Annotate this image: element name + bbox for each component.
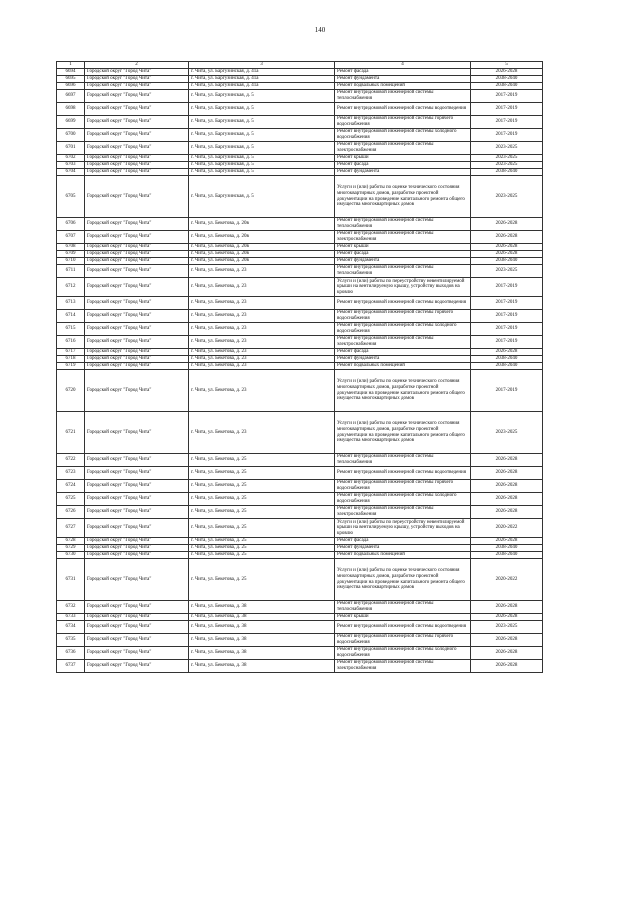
row-number-cell: 6725 <box>57 493 85 506</box>
municipality-cell: Городской округ "Город Чита" <box>85 621 189 634</box>
period-cell: 2026-2028 <box>471 614 543 621</box>
period-cell: 2038-2040 <box>471 356 543 363</box>
municipality-cell: Городской округ "Город Чита" <box>85 493 189 506</box>
work-type-cell: Ремонт фасада <box>335 162 471 169</box>
work-type-cell: Ремонт крыши <box>335 614 471 621</box>
period-cell: 2038-2040 <box>471 169 543 176</box>
work-type-cell: Ремонт фасада <box>335 69 471 76</box>
municipality-cell: Городской округ "Город Чита" <box>85 467 189 480</box>
row-number-cell: 6726 <box>57 506 85 519</box>
row-number-cell: 6697 <box>57 90 85 103</box>
period-cell: 2023-2025 <box>471 621 543 634</box>
municipality-cell: Городской округ "Город Чита" <box>85 90 189 103</box>
municipality-cell: Городской округ "Город Чита" <box>85 169 189 176</box>
municipality-cell: Городской округ "Город Чита" <box>85 323 189 336</box>
table-row <box>57 162 543 169</box>
row-number-cell: 6737 <box>57 660 85 673</box>
row-number-cell: 6708 <box>57 244 85 251</box>
address-cell: г. Чита, ул. Бекетова, д. 25 <box>189 552 335 559</box>
row-number-cell: 6723 <box>57 467 85 480</box>
municipality-cell: Городской округ "Город Чита" <box>85 297 189 310</box>
work-type-cell: Услуги и (или) работы по переустройству невентилируемой крыши на вентилируемую крышу, устройству выходов на кровлю <box>335 278 471 297</box>
work-type-cell: Ремонт фундамента <box>335 169 471 176</box>
work-type-cell: Ремонт внутридомовой инженерной системы горячего водоснабжения <box>335 310 471 323</box>
table-row <box>57 155 543 162</box>
work-type-cell: Услуги и (или) работы по оценке технического состояния многоквартирных домов, разработке проектной документации на проведение капитального ремонта общего имущества многоквартирных домов <box>335 176 471 218</box>
table-row <box>57 559 543 601</box>
table-row <box>57 493 543 506</box>
address-cell: г. Чита, ул. Бекетова, д. 23 <box>189 370 335 412</box>
work-type-cell: Ремонт подвальных помещений <box>335 552 471 559</box>
address-cell: г. Чита, ул. Бекетова, д. 20в <box>189 231 335 244</box>
period-cell: 2038-2040 <box>471 83 543 90</box>
row-number-cell: 6695 <box>57 76 85 83</box>
address-cell: г. Чита, ул. Баргузинская, д. 41а <box>189 83 335 90</box>
municipality-cell: Городской округ "Город Чита" <box>85 634 189 647</box>
work-type-cell: Ремонт фасада <box>335 251 471 258</box>
row-number-cell: 6718 <box>57 356 85 363</box>
municipality-cell: Городской округ "Город Чита" <box>85 116 189 129</box>
municipality-cell: Городской округ "Город Чита" <box>85 218 189 231</box>
period-cell: 2017-2019 <box>471 116 543 129</box>
table-row <box>57 467 543 480</box>
row-number-cell: 6698 <box>57 103 85 116</box>
municipality-cell: Городской округ "Город Чита" <box>85 545 189 552</box>
row-number-cell: 6716 <box>57 336 85 349</box>
row-number-cell: 6704 <box>57 169 85 176</box>
work-type-cell: Ремонт крыши <box>335 155 471 162</box>
work-type-cell: Ремонт внутридомовой инженерной системы теплоснабжения <box>335 265 471 278</box>
address-cell: г. Чита, ул. Бекетова, д. 20в <box>189 244 335 251</box>
work-type-cell: Услуги и (или) работы по оценке технического состояния многоквартирных домов, разработке проектной документации на проведение капитального ремонта общего имущества многоквартирных домов <box>335 370 471 412</box>
period-cell: 2017-2019 <box>471 278 543 297</box>
period-cell: 2023-2025 <box>471 412 543 454</box>
period-cell: 2038-2040 <box>471 363 543 370</box>
work-type-cell: Ремонт фундамента <box>335 545 471 552</box>
municipality-cell: Городской округ "Город Чита" <box>85 76 189 83</box>
period-cell: 2026-2028 <box>471 231 543 244</box>
table-row <box>57 480 543 493</box>
work-type-cell: Ремонт внутридомовой инженерной системы холодного водоснабжения <box>335 129 471 142</box>
row-number-cell: 6721 <box>57 412 85 454</box>
work-type-cell: Ремонт внутридомовой инженерной системы электроснабжения <box>335 142 471 155</box>
address-cell: г. Чита, ул. Бекетова, д. 25 <box>189 545 335 552</box>
row-number-cell: 6717 <box>57 349 85 356</box>
table-row <box>57 90 543 103</box>
work-type-cell: Услуги и (или) работы по оценке технического состояния многоквартирных домов, разработке проектной документации на проведение капитального ремонта общего имущества многоквартирных домов <box>335 412 471 454</box>
municipality-cell: Городской округ "Город Чита" <box>85 506 189 519</box>
row-number-cell: 6722 <box>57 454 85 467</box>
row-number-cell: 6729 <box>57 545 85 552</box>
table-row <box>57 258 543 265</box>
period-cell: 2023-2025 <box>471 162 543 169</box>
row-number-cell: 6719 <box>57 363 85 370</box>
municipality-cell: Городской округ "Город Чита" <box>85 244 189 251</box>
period-cell: 2038-2040 <box>471 258 543 265</box>
work-type-cell: Ремонт внутридомовой инженерной системы водоотведения <box>335 467 471 480</box>
work-type-cell: Ремонт внутридомовой инженерной системы электроснабжения <box>335 336 471 349</box>
municipality-cell: Городской округ "Город Чита" <box>85 251 189 258</box>
address-cell: г. Чита, ул. Бекетова, д. 25 <box>189 506 335 519</box>
row-number-cell: 6703 <box>57 162 85 169</box>
row-number-cell: 6734 <box>57 621 85 634</box>
address-cell: г. Чита, ул. Бекетова, д. 20в <box>189 218 335 231</box>
address-cell: г. Чита, ул. Бекетова, д. 25 <box>189 480 335 493</box>
row-number-cell: 6710 <box>57 258 85 265</box>
table-row <box>57 297 543 310</box>
municipality-cell: Городской округ "Город Чита" <box>85 538 189 545</box>
period-cell: 2026-2028 <box>471 538 543 545</box>
municipality-cell: Городской округ "Город Чита" <box>85 155 189 162</box>
period-cell: 2026-2028 <box>471 647 543 660</box>
table-row <box>57 244 543 251</box>
page-number: 140 <box>314 26 326 34</box>
municipality-cell: Городской округ "Город Чита" <box>85 162 189 169</box>
table-row <box>57 231 543 244</box>
work-type-cell: Ремонт внутридомовой инженерной системы горячего водоснабжения <box>335 116 471 129</box>
period-cell: 2023-2025 <box>471 155 543 162</box>
row-number-cell: 6705 <box>57 176 85 218</box>
table-row <box>57 176 543 218</box>
period-cell: 2020-2022 <box>471 559 543 601</box>
municipality-cell: Городской округ "Город Чита" <box>85 103 189 116</box>
address-cell: г. Чита, ул. Баргузинская, д. 5 <box>189 155 335 162</box>
address-cell: г. Чита, ул. Баргузинская, д. 41а <box>189 76 335 83</box>
period-cell: 2020-2022 <box>471 519 543 538</box>
row-number-cell: 6712 <box>57 278 85 297</box>
municipality-cell: Городской округ "Город Чита" <box>85 363 189 370</box>
register-table <box>56 61 543 673</box>
address-cell: г. Чита, ул. Баргузинская, д. 41а <box>189 69 335 76</box>
row-number-cell: 6694 <box>57 69 85 76</box>
address-cell: г. Чита, ул. Бекетова, д. 38 <box>189 621 335 634</box>
address-cell: г. Чита, ул. Баргузинская, д. 5 <box>189 176 335 218</box>
address-cell: г. Чита, ул. Баргузинская, д. 5 <box>189 116 335 129</box>
period-cell: 2023-2025 <box>471 265 543 278</box>
table-row <box>57 356 543 363</box>
table-row <box>57 370 543 412</box>
column-header: 2 <box>85 62 189 69</box>
work-type-cell: Ремонт внутридомовой инженерной системы горячего водоснабжения <box>335 634 471 647</box>
table-row <box>57 265 543 278</box>
address-cell: г. Чита, ул. Бекетова, д. 23 <box>189 336 335 349</box>
work-type-cell: Услуги и (или) работы по переустройству невентилируемой крыши на вентилируемую крышу, устройству выходов на кровлю <box>335 519 471 538</box>
address-cell: г. Чита, ул. Бекетова, д. 25 <box>189 559 335 601</box>
address-cell: г. Чита, ул. Бекетова, д. 38 <box>189 660 335 673</box>
row-number-cell: 6714 <box>57 310 85 323</box>
municipality-cell: Городской округ "Город Чита" <box>85 356 189 363</box>
period-cell: 2023-2025 <box>471 176 543 218</box>
period-cell: 2026-2028 <box>471 493 543 506</box>
address-cell: г. Чита, ул. Бекетова, д. 38 <box>189 634 335 647</box>
address-cell: г. Чита, ул. Бекетова, д. 38 <box>189 614 335 621</box>
work-type-cell: Ремонт внутридомовой инженерной системы водоотведения <box>335 621 471 634</box>
row-number-cell: 6731 <box>57 559 85 601</box>
table-row <box>57 116 543 129</box>
period-cell: 2026-2028 <box>471 69 543 76</box>
table-row <box>57 621 543 634</box>
table-row <box>57 336 543 349</box>
municipality-cell: Городской округ "Город Чита" <box>85 647 189 660</box>
work-type-cell: Ремонт внутридомовой инженерной системы холодного водоснабжения <box>335 493 471 506</box>
row-number-cell: 6730 <box>57 552 85 559</box>
municipality-cell: Городской округ "Город Чита" <box>85 310 189 323</box>
table-row <box>57 412 543 454</box>
address-cell: г. Чита, ул. Бекетова, д. 23 <box>189 323 335 336</box>
column-header: 5 <box>471 62 543 69</box>
period-cell: 2017-2019 <box>471 90 543 103</box>
address-cell: г. Чита, ул. Баргузинская, д. 5 <box>189 129 335 142</box>
work-type-cell: Ремонт фасада <box>335 349 471 356</box>
municipality-cell: Городской округ "Город Чита" <box>85 349 189 356</box>
municipality-cell: Городской округ "Город Чита" <box>85 129 189 142</box>
work-type-cell: Ремонт внутридомовой инженерной системы теплоснабжения <box>335 218 471 231</box>
work-type-cell: Ремонт внутридомовой инженерной системы теплоснабжения <box>335 454 471 467</box>
period-cell: 2023-2025 <box>471 142 543 155</box>
row-number-cell: 6713 <box>57 297 85 310</box>
address-cell: г. Чита, ул. Бекетова, д. 23 <box>189 356 335 363</box>
address-cell: г. Чита, ул. Бекетова, д. 23 <box>189 363 335 370</box>
period-cell: 2017-2019 <box>471 323 543 336</box>
work-type-cell: Ремонт фундамента <box>335 258 471 265</box>
table-row <box>57 545 543 552</box>
period-cell: 2026-2028 <box>471 601 543 614</box>
municipality-cell: Городской округ "Город Чита" <box>85 480 189 493</box>
table-row <box>57 363 543 370</box>
address-cell: г. Чита, ул. Баргузинская, д. 5 <box>189 142 335 155</box>
address-cell: г. Чита, ул. Бекетова, д. 25 <box>189 454 335 467</box>
work-type-cell: Ремонт подвальных помещений <box>335 363 471 370</box>
table-row <box>57 310 543 323</box>
address-cell: г. Чита, ул. Бекетова, д. 20в <box>189 258 335 265</box>
period-cell: 2026-2028 <box>471 218 543 231</box>
row-number-cell: 6728 <box>57 538 85 545</box>
row-number-cell: 6727 <box>57 519 85 538</box>
address-cell: г. Чита, ул. Бекетова, д. 38 <box>189 647 335 660</box>
municipality-cell: Городской округ "Город Чита" <box>85 454 189 467</box>
period-cell: 2026-2028 <box>471 506 543 519</box>
work-type-cell: Ремонт внутридомовой инженерной системы электроснабжения <box>335 231 471 244</box>
address-cell: г. Чита, ул. Бекетова, д. 23 <box>189 412 335 454</box>
row-number-cell: 6732 <box>57 601 85 614</box>
row-number-cell: 6701 <box>57 142 85 155</box>
address-cell: г. Чита, ул. Бекетова, д. 20в <box>189 251 335 258</box>
table-row <box>57 169 543 176</box>
municipality-cell: Городской округ "Город Чита" <box>85 278 189 297</box>
row-number-cell: 6702 <box>57 155 85 162</box>
municipality-cell: Городской округ "Город Чита" <box>85 614 189 621</box>
municipality-cell: Городской округ "Город Чита" <box>85 660 189 673</box>
work-type-cell: Ремонт внутридомовой инженерной системы водоотведения <box>335 297 471 310</box>
work-type-cell: Ремонт внутридомовой инженерной системы электроснабжения <box>335 506 471 519</box>
table-row <box>57 349 543 356</box>
address-cell: г. Чита, ул. Баргузинская, д. 5 <box>189 90 335 103</box>
work-type-cell: Ремонт внутридомовой инженерной системы горячего водоснабжения <box>335 480 471 493</box>
address-cell: г. Чита, ул. Баргузинская, д. 5 <box>189 169 335 176</box>
row-number-cell: 6724 <box>57 480 85 493</box>
table-header-row <box>57 62 543 69</box>
period-cell: 2026-2028 <box>471 634 543 647</box>
table-row <box>57 519 543 538</box>
column-header: 3 <box>189 62 335 69</box>
row-number-cell: 6735 <box>57 634 85 647</box>
table-row <box>57 129 543 142</box>
table-row <box>57 218 543 231</box>
municipality-cell: Городской округ "Город Чита" <box>85 265 189 278</box>
table-row <box>57 83 543 90</box>
municipality-cell: Городской округ "Город Чита" <box>85 412 189 454</box>
table-row <box>57 506 543 519</box>
table-row <box>57 538 543 545</box>
period-cell: 2026-2028 <box>471 467 543 480</box>
table-row <box>57 142 543 155</box>
work-type-cell: Ремонт фундамента <box>335 356 471 363</box>
row-number-cell: 6733 <box>57 614 85 621</box>
municipality-cell: Городской округ "Город Чита" <box>85 231 189 244</box>
address-cell: г. Чита, ул. Бекетова, д. 25 <box>189 538 335 545</box>
work-type-cell: Ремонт внутридомовой инженерной системы электроснабжения <box>335 660 471 673</box>
table-row <box>57 103 543 116</box>
work-type-cell: Ремонт внутридомовой инженерной системы водоотведения <box>335 103 471 116</box>
work-type-cell: Ремонт фундамента <box>335 76 471 83</box>
address-cell: г. Чита, ул. Бекетова, д. 38 <box>189 601 335 614</box>
municipality-cell: Городской округ "Город Чита" <box>85 258 189 265</box>
table-row <box>57 614 543 621</box>
row-number-cell: 6696 <box>57 83 85 90</box>
row-number-cell: 6711 <box>57 265 85 278</box>
address-cell: г. Чита, ул. Бекетова, д. 23 <box>189 297 335 310</box>
row-number-cell: 6700 <box>57 129 85 142</box>
period-cell: 2026-2028 <box>471 480 543 493</box>
period-cell: 2017-2019 <box>471 129 543 142</box>
municipality-cell: Городской округ "Город Чита" <box>85 176 189 218</box>
period-cell: 2017-2019 <box>471 370 543 412</box>
period-cell: 2038-2040 <box>471 76 543 83</box>
period-cell: 2026-2028 <box>471 454 543 467</box>
address-cell: г. Чита, ул. Баргузинская, д. 5 <box>189 162 335 169</box>
period-cell: 2038-2040 <box>471 545 543 552</box>
table-row <box>57 647 543 660</box>
address-cell: г. Чита, ул. Бекетова, д. 23 <box>189 310 335 323</box>
municipality-cell: Городской округ "Город Чита" <box>85 601 189 614</box>
table-row <box>57 278 543 297</box>
municipality-cell: Городской округ "Город Чита" <box>85 83 189 90</box>
table-row <box>57 251 543 258</box>
work-type-cell: Услуги и (или) работы по оценке технического состояния многоквартирных домов, разработке проектной документации на проведение капитального ремонта общего имущества многоквартирных домов <box>335 559 471 601</box>
row-number-cell: 6706 <box>57 218 85 231</box>
period-cell: 2017-2019 <box>471 297 543 310</box>
row-number-cell: 6736 <box>57 647 85 660</box>
column-header: 1 <box>57 62 85 69</box>
period-cell: 2038-2040 <box>471 552 543 559</box>
table-row <box>57 552 543 559</box>
row-number-cell: 6707 <box>57 231 85 244</box>
work-type-cell: Ремонт подвальных помещений <box>335 83 471 90</box>
municipality-cell: Городской округ "Город Чита" <box>85 370 189 412</box>
address-cell: г. Чита, ул. Бекетова, д. 25 <box>189 467 335 480</box>
work-type-cell: Ремонт фасада <box>335 538 471 545</box>
work-type-cell: Ремонт внутридомовой инженерной системы холодного водоснабжения <box>335 647 471 660</box>
municipality-cell: Городской округ "Город Чита" <box>85 336 189 349</box>
period-cell: 2017-2019 <box>471 310 543 323</box>
table-row <box>57 660 543 673</box>
municipality-cell: Городской округ "Город Чита" <box>85 69 189 76</box>
work-type-cell: Ремонт внутридомовой инженерной системы теплоснабжения <box>335 90 471 103</box>
period-cell: 2026-2028 <box>471 660 543 673</box>
table-row <box>57 601 543 614</box>
period-cell: 2026-2028 <box>471 349 543 356</box>
period-cell: 2026-2028 <box>471 244 543 251</box>
work-type-cell: Ремонт внутридомовой инженерной системы холодного водоснабжения <box>335 323 471 336</box>
row-number-cell: 6709 <box>57 251 85 258</box>
row-number-cell: 6720 <box>57 370 85 412</box>
municipality-cell: Городской округ "Город Чита" <box>85 559 189 601</box>
municipality-cell: Городской округ "Город Чита" <box>85 142 189 155</box>
period-cell: 2026-2028 <box>471 251 543 258</box>
period-cell: 2017-2019 <box>471 336 543 349</box>
table-row <box>57 634 543 647</box>
row-number-cell: 6699 <box>57 116 85 129</box>
address-cell: г. Чита, ул. Бекетова, д. 23 <box>189 349 335 356</box>
address-cell: г. Чита, ул. Баргузинская, д. 5 <box>189 103 335 116</box>
column-header: 4 <box>335 62 471 69</box>
address-cell: г. Чита, ул. Бекетова, д. 23 <box>189 278 335 297</box>
address-cell: г. Чита, ул. Бекетова, д. 23 <box>189 265 335 278</box>
table-row <box>57 323 543 336</box>
address-cell: г. Чита, ул. Бекетова, д. 25 <box>189 519 335 538</box>
table-row <box>57 76 543 83</box>
municipality-cell: Городской округ "Город Чита" <box>85 519 189 538</box>
table-row <box>57 69 543 76</box>
municipality-cell: Городской округ "Город Чита" <box>85 552 189 559</box>
row-number-cell: 6715 <box>57 323 85 336</box>
period-cell: 2017-2019 <box>471 103 543 116</box>
work-type-cell: Ремонт внутридомовой инженерной системы теплоснабжения <box>335 601 471 614</box>
table-row <box>57 454 543 467</box>
address-cell: г. Чита, ул. Бекетова, д. 25 <box>189 493 335 506</box>
work-type-cell: Ремонт крыши <box>335 244 471 251</box>
